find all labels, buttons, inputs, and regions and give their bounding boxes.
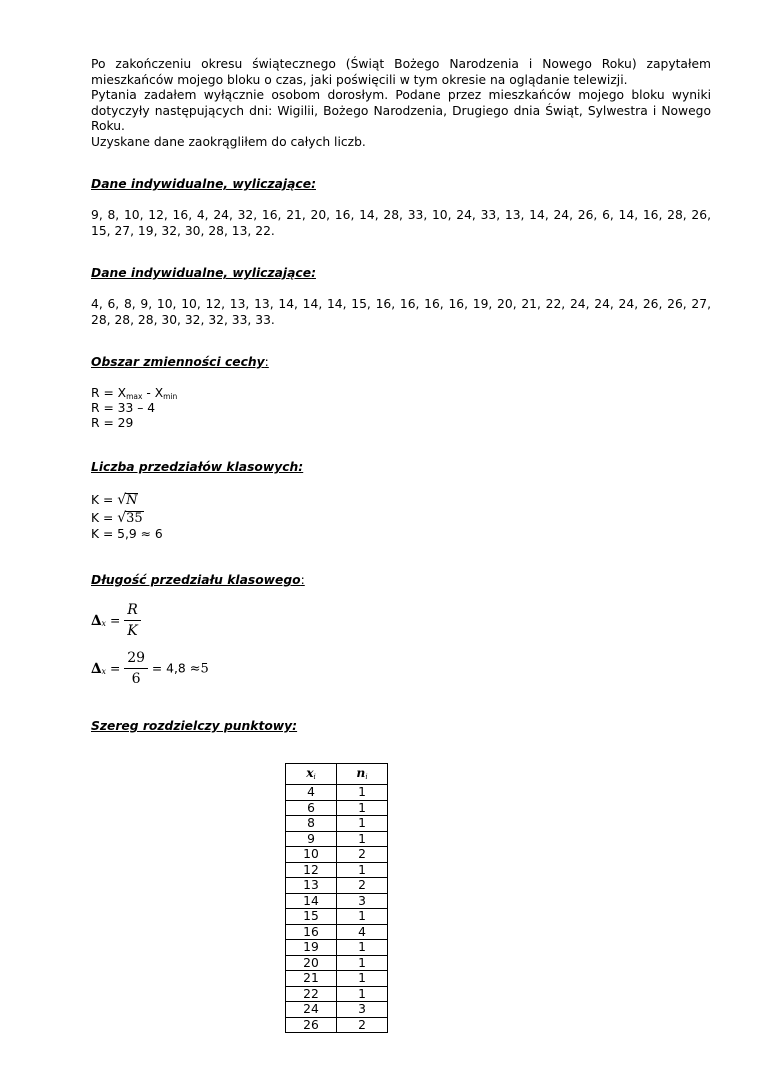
table-row <box>286 847 388 863</box>
intro-paragraph-1: Po zakończeniu okresu świątecznego (Świąt Bożego Narodzenia i Nowego Roku) zapytałem mieszkańców mojego bloku o czas, jaki poświęcili w tym okresie na oglądanie telewizji. <box>91 57 711 87</box>
cell-ni: 1 <box>337 862 388 878</box>
sqrt-symbol: √35 <box>117 510 143 526</box>
column-header-ni: ni <box>337 764 388 785</box>
cell-xi: 26 <box>286 1017 337 1033</box>
cell-xi: 24 <box>286 1002 337 1018</box>
section-heading: Szereg rozdzielczy punktowy: <box>91 719 298 733</box>
table-row <box>286 1002 388 1018</box>
cell-ni: 3 <box>337 1002 388 1018</box>
cell-ni: 1 <box>337 831 388 847</box>
table-row <box>286 862 388 878</box>
cell-ni: 2 <box>337 847 388 863</box>
section-point-distribution <box>91 718 711 734</box>
cell-ni: 1 <box>337 971 388 987</box>
cell-ni: 2 <box>337 1017 388 1033</box>
column-header-xi: xi <box>286 764 337 785</box>
section-individual-data-1 <box>91 176 711 239</box>
table-row <box>286 971 388 987</box>
cell-ni: 4 <box>337 924 388 940</box>
cell-ni: 1 <box>337 909 388 925</box>
table-row <box>286 924 388 940</box>
range-substitution: R = 33 – 4 <box>91 401 156 415</box>
class-width-formula: ∆x = $\frac{R}{K}$ <box>91 602 711 640</box>
section-heading: Liczba przedziałów klasowych: <box>91 460 304 474</box>
distribution-table <box>285 763 388 1033</box>
intro-paragraph-2: Pytania zadałem wyłącznie osobom dorosłym. Podane przez mieszkańców mojego bloku wyniki dotyczyły następujących dni: Wigilii, Bożego Narodzenia, Drugiego dnia Świąt, Sylwestra i Nowego Roku. <box>91 88 711 133</box>
cell-ni: 1 <box>337 785 388 801</box>
table-row <box>286 940 388 956</box>
cell-xi: 19 <box>286 940 337 956</box>
cell-xi: 22 <box>286 986 337 1002</box>
cell-xi: 8 <box>286 816 337 832</box>
section-class-width <box>91 572 711 688</box>
table-row <box>286 893 388 909</box>
fraction: $\frac{29}{6}$ <box>124 650 148 688</box>
cell-ni: 1 <box>337 955 388 971</box>
table-row <box>286 800 388 816</box>
cell-xi: 21 <box>286 971 337 987</box>
section-class-count <box>91 459 711 542</box>
cell-xi: 16 <box>286 924 337 940</box>
cell-xi: 10 <box>286 847 337 863</box>
cell-xi: 14 <box>286 893 337 909</box>
cell-xi: 12 <box>286 862 337 878</box>
table-row <box>286 831 388 847</box>
section-heading: Obszar zmienności cechy: <box>91 355 269 369</box>
cell-ni: 3 <box>337 893 388 909</box>
class-count-substitution: K = √35 <box>91 510 143 526</box>
delta-symbol: ∆x <box>91 660 107 677</box>
cell-xi: 6 <box>286 800 337 816</box>
sqrt-symbol: √N <box>117 492 138 508</box>
class-count-result: K = 5,9 ≈ 6 <box>91 527 163 541</box>
cell-xi: 15 <box>286 909 337 925</box>
table-row <box>286 785 388 801</box>
table-header-row <box>286 764 388 785</box>
delta-symbol: ∆x <box>91 612 107 629</box>
range-result: R = 29 <box>91 416 134 430</box>
cell-ni: 1 <box>337 816 388 832</box>
cell-xi: 4 <box>286 785 337 801</box>
cell-ni: 1 <box>337 800 388 816</box>
cell-ni: 1 <box>337 986 388 1002</box>
cell-ni: 1 <box>337 940 388 956</box>
class-width-calculation: ∆x = $\frac{29}{6}$ = 4,8 ≈5 <box>91 650 209 687</box>
table-row <box>286 1017 388 1033</box>
fraction: $\frac{R}{K}$ <box>124 602 141 640</box>
cell-xi: 9 <box>286 831 337 847</box>
cell-xi: 20 <box>286 955 337 971</box>
section-range <box>91 354 711 431</box>
table-row <box>286 955 388 971</box>
intro-paragraphs <box>91 57 711 150</box>
section-heading: Długość przedziału klasowego: <box>91 573 305 587</box>
section-individual-data-2 <box>91 265 711 328</box>
table-row <box>286 986 388 1002</box>
section-heading: Dane indywidualne, wyliczające: <box>91 177 316 191</box>
table-row <box>286 878 388 894</box>
section-heading: Dane indywidualne, wyliczające: <box>91 266 316 280</box>
range-formula: R = Xmax - Xmin <box>91 386 178 401</box>
sorted-data-values: 4, 6, 8, 9, 10, 10, 12, 13, 13, 14, 14, 14, 15, 16, 16, 16, 16, 19, 20, 21, 22, 24, 24, 24, 26, 26, 27, 28, 28, 28, 30, 32, 32, 33, 33. <box>91 297 711 327</box>
cell-ni: 2 <box>337 878 388 894</box>
raw-data-values: 9, 8, 10, 12, 16, 4, 24, 32, 16, 21, 20, 16, 14, 28, 33, 10, 24, 33, 13, 14, 24, 26, 6, 14, 16, 28, 26, 15, 27, 19, 32, 30, 28, 13, 22. <box>91 208 711 238</box>
table-row <box>286 816 388 832</box>
class-count-formula: K = √N <box>91 492 138 508</box>
table-row <box>286 909 388 925</box>
intro-paragraph-3: Uzyskane dane zaokrągliłem do całych liczb. <box>91 134 366 149</box>
cell-xi: 13 <box>286 878 337 894</box>
